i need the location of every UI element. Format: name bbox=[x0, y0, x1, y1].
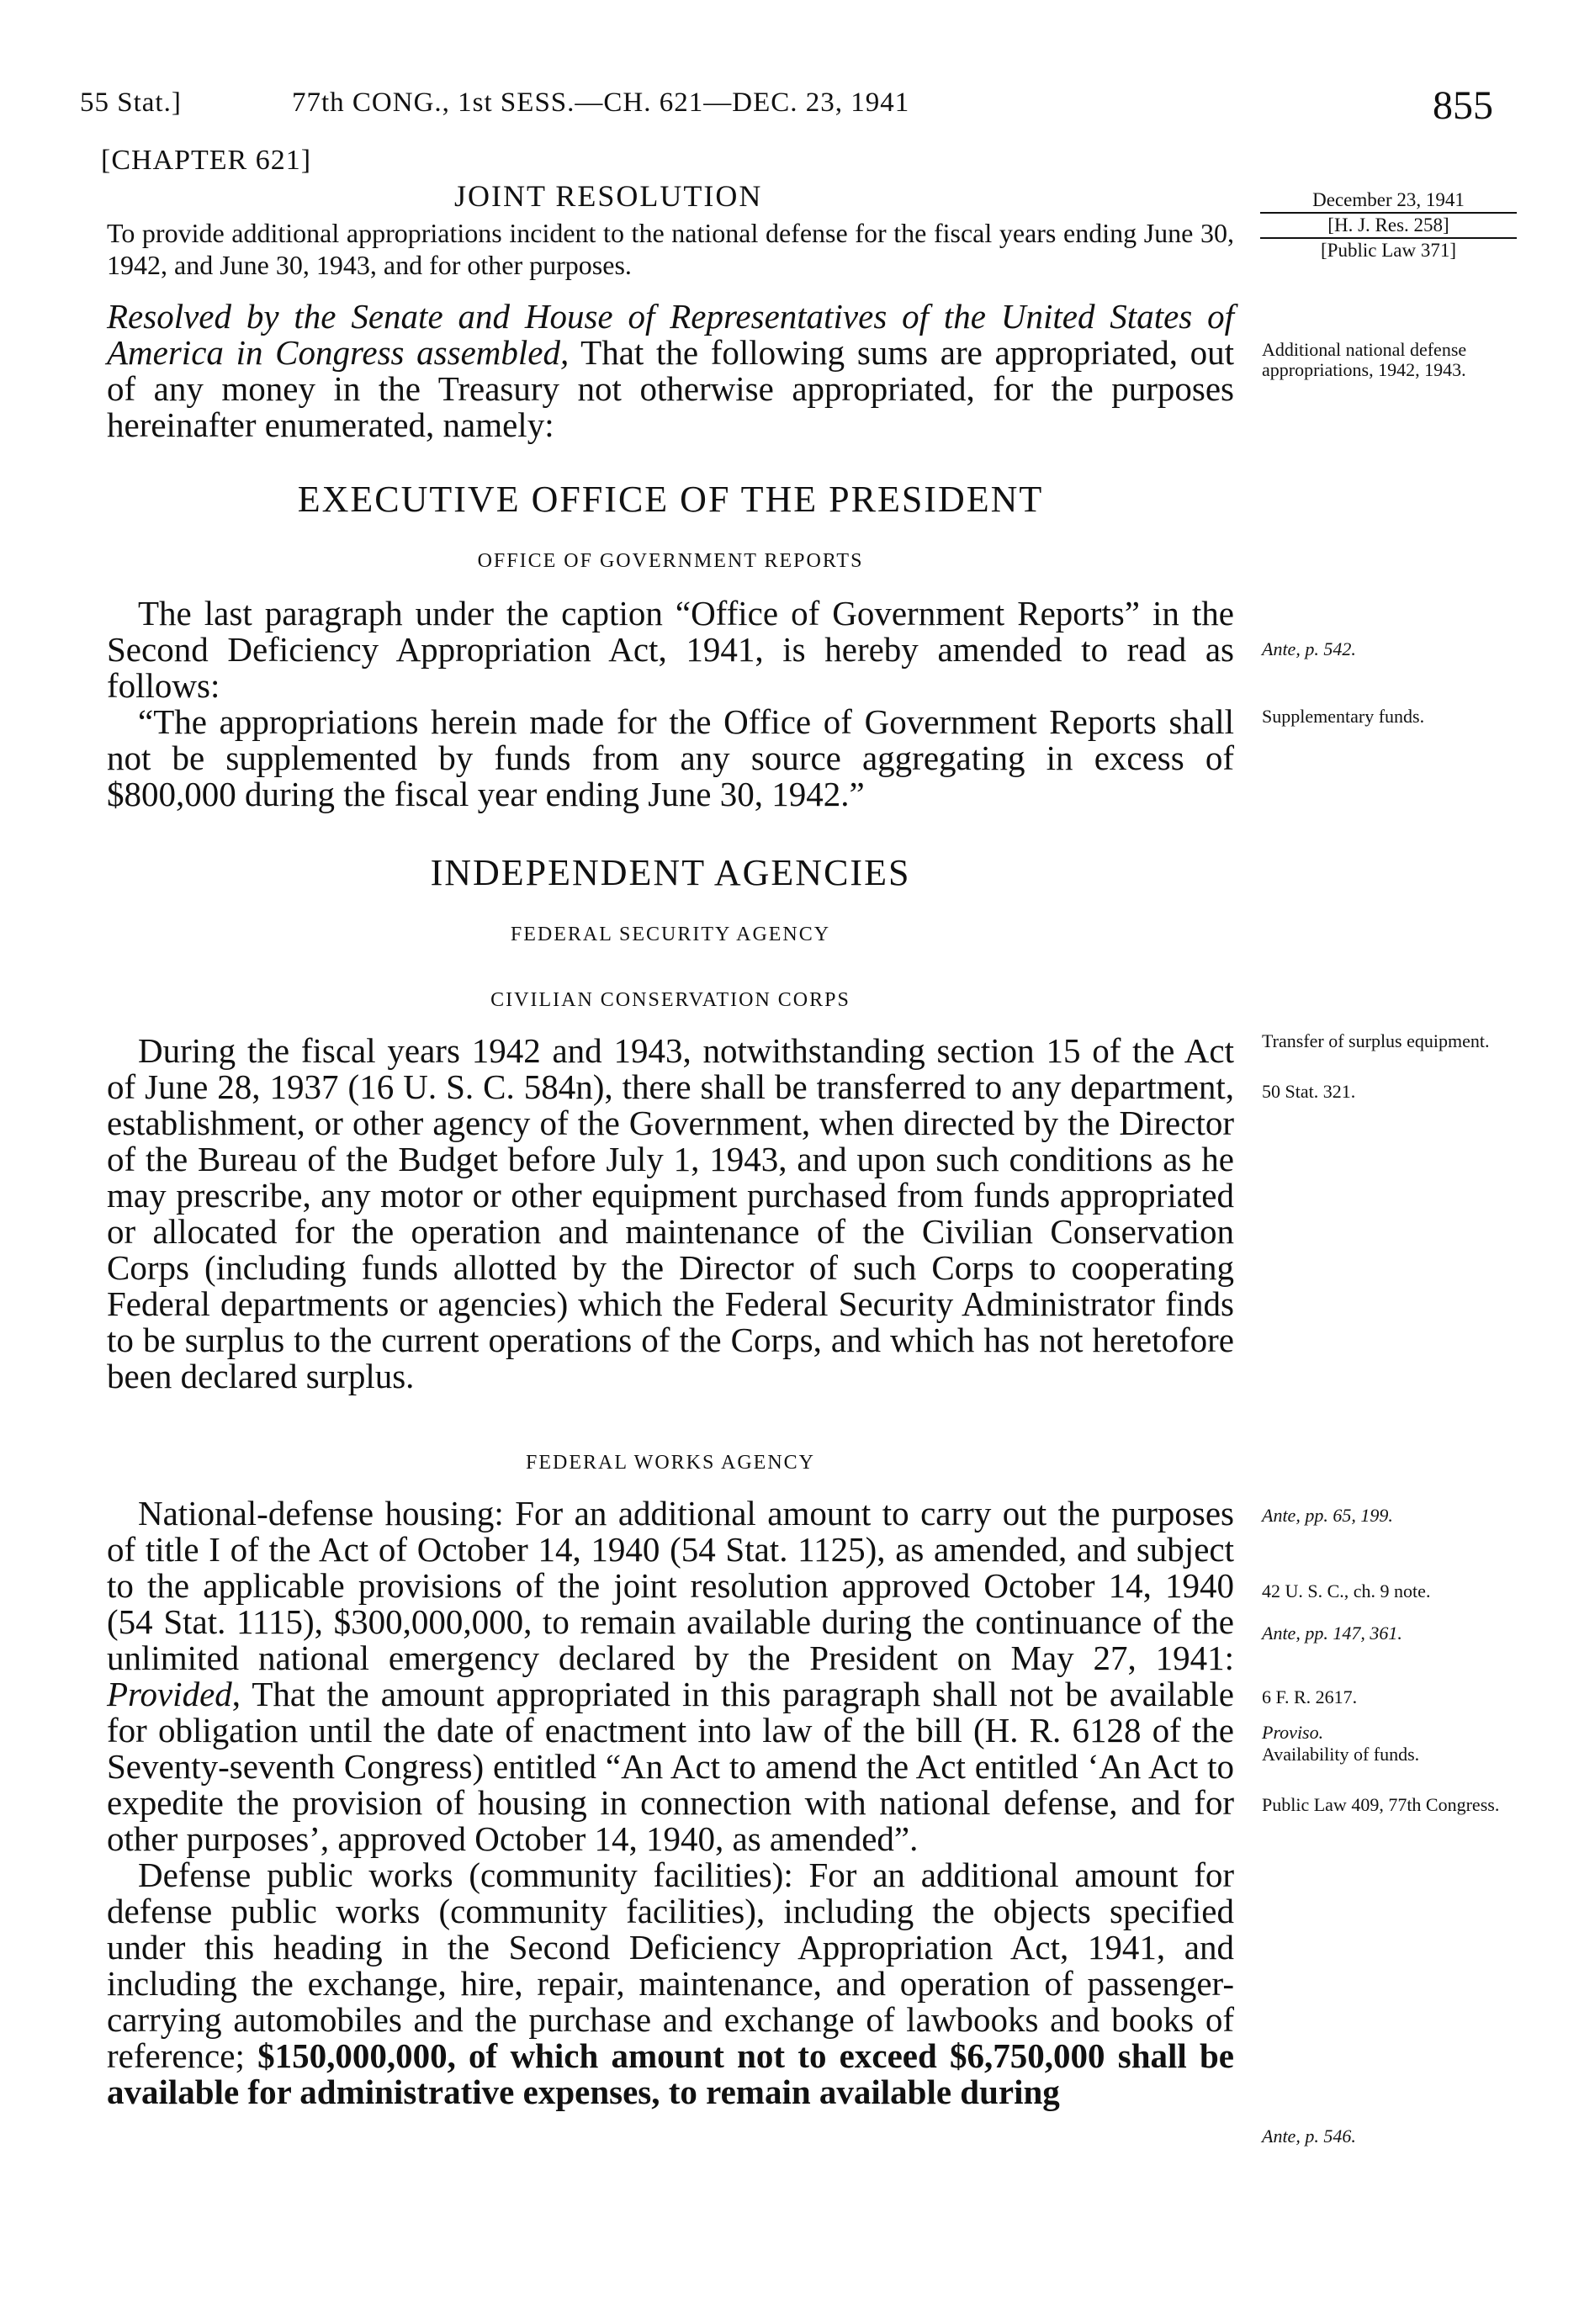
margin-note-transfer-surplus: Transfer of surplus equipment. bbox=[1262, 1030, 1490, 1051]
margin-note-availability: Availability of funds. bbox=[1262, 1744, 1420, 1765]
enactment-sidenote bbox=[1260, 188, 1517, 262]
resolution-title: To provide additional appropriations incident to the national defense for the fiscal years ending June 30, 1942, and June 30, 1943, and for other purposes. bbox=[107, 218, 1234, 280]
margin-note-6-fr-2617: 6 F. R. 2617. bbox=[1262, 1686, 1358, 1707]
resolving-clause-italic: Resolved by the Senate and House of Representatives of the United States of America in Congress assembled, bbox=[107, 297, 1234, 372]
margin-note-ante-542: Ante, p. 542. bbox=[1262, 638, 1356, 659]
resolving-clause-text: That the following sums are appropriated, out of any money in the Treasury not otherwise appropriated, for the purposes hereinafter enumerated, namely: bbox=[107, 333, 1235, 444]
fwa-public-works-paragraph bbox=[107, 1857, 1234, 2110]
margin-note-supplementary-funds: Supplementary funds. bbox=[1262, 706, 1425, 727]
fwa-public-works-text-b: $150,000,000, of which amount not to exceed $6,750,000 shall be available for administrative expenses, to remain available during bbox=[107, 2036, 1235, 2111]
fwa-public-works-text-a: Defense public works (community facilities): For an additional amount for defense public works (community facilities), including the objects specified under this heading in the Second Deficiency Appropriation Act, 1941, and including the exchange, hire, repair, maintenance, and operation of passenger-carrying automobiles and the purchase and exchange of lawbooks and books of reference; bbox=[107, 1855, 1234, 2075]
page-number: 855 bbox=[1433, 83, 1493, 128]
fwa-housing-text-b: , That the amount appropriated in this paragraph shall not be available for obligation until the date of enactment into law of the bill (H. R. 6128 of the Seventy-seventh Congress) entitled “An Act to amend the Act entitled ‘An Act to expedite the provision of housing in connection with national defense, and for other purposes’, approved October 14, 1940, as amended”. bbox=[107, 1675, 1234, 1858]
margin-note-public-law-409: Public Law 409, 77th Congress. bbox=[1262, 1794, 1500, 1815]
federal-works-agency-text bbox=[107, 1496, 1234, 2110]
margin-note-ante-147-361: Ante, pp. 147, 361. bbox=[1262, 1623, 1402, 1644]
public-law-number: [Public Law 371] bbox=[1321, 240, 1456, 261]
section-heading-independent-agencies: INDEPENDENT AGENCIES bbox=[430, 852, 911, 893]
office-government-reports-text bbox=[107, 596, 1234, 813]
chapter-label: [CHAPTER 621] bbox=[101, 145, 312, 176]
ccc-paragraph: During the fiscal years 1942 and 1943, notwithstanding section 15 of the Act of June 28, 1937 (16 U. S. C. 584n), there shall be transferred to any department, establishment, or other agency of the Government, when directed by the Director of the Bureau of the Budget before July 1, 1943, and upon such conditions as he may prescribe, any motor or other equipment purchased from funds appropriated or allocated for the operation and maintenance of the Civilian Conservation Corps (including funds allotted by the Director of such Corps to cooperating Federal departments or agencies) which the Federal Security Administrator finds to be surplus to the current operations of the Corps, and which has not heretofore been declared surplus. bbox=[107, 1031, 1234, 1395]
congress-session-line: 77th CONG., 1st SESS.—CH. 621—DEC. 23, 1941 bbox=[292, 87, 910, 118]
margin-note-50-stat-321: 50 Stat. 321. bbox=[1262, 1081, 1356, 1102]
fwa-housing-paragraph bbox=[107, 1496, 1234, 1857]
margin-note-42-usc: 42 U. S. C., ch. 9 note. bbox=[1262, 1580, 1431, 1601]
civilian-conservation-corps-text bbox=[107, 1033, 1234, 1395]
margin-note-ante-546: Ante, p. 546. bbox=[1262, 2125, 1356, 2147]
running-header bbox=[80, 82, 1493, 126]
section-heading-executive-office: EXECUTIVE OFFICE OF THE PRESIDENT bbox=[297, 479, 1044, 520]
resolving-clause bbox=[107, 299, 1234, 443]
subheading-federal-works-agency: FEDERAL WORKS AGENCY bbox=[525, 1452, 816, 1474]
fwa-housing-text-a: National-defense housing: For an additional amount to carry out the purposes of title I of the Act of October 14, 1940 (54 Stat. 1125), as amended, and subject to the applicable provisions of the joint resolution approved October 14, 1940 (54 Stat. 1115), $300,000,000, to remain available during the continuance of the unlimited national emergency declared by the President on May 27, 1941: bbox=[107, 1494, 1234, 1677]
joint-resolution-heading: JOINT RESOLUTION bbox=[454, 179, 763, 213]
margin-note-proviso: Proviso. bbox=[1262, 1722, 1324, 1743]
fwa-housing-provided: Provided bbox=[107, 1675, 232, 1713]
subheading-office-government-reports: OFFICE OF GOVERNMENT REPORTS bbox=[477, 550, 864, 572]
subheading-civilian-conservation-corps: CIVILIAN CONSERVATION CORPS bbox=[490, 989, 850, 1011]
subheading-federal-security-agency: FEDERAL SECURITY AGENCY bbox=[510, 924, 831, 945]
volume-citation: 55 Stat.] bbox=[80, 87, 182, 118]
margin-note-additional-defense: Additional national defense appropriations, 1942, 1943. bbox=[1262, 339, 1467, 380]
ogr-paragraph-1: The last paragraph under the caption “Office of Government Reports” in the Second Deficiency Appropriation Act, 1941, is hereby amended to read as follows: bbox=[107, 594, 1234, 705]
house-joint-resolution-number: [H. J. Res. 258] bbox=[1260, 212, 1517, 239]
enactment-date: December 23, 1941 bbox=[1312, 189, 1465, 210]
ogr-paragraph-2: “The appropriations herein made for the Office of Government Reports shall not be supplemented by funds from any source aggregating in excess of $800,000 during the fiscal year ending June 30, 1942.” bbox=[107, 702, 1234, 813]
margin-note-ante-65-199: Ante, pp. 65, 199. bbox=[1262, 1505, 1393, 1526]
